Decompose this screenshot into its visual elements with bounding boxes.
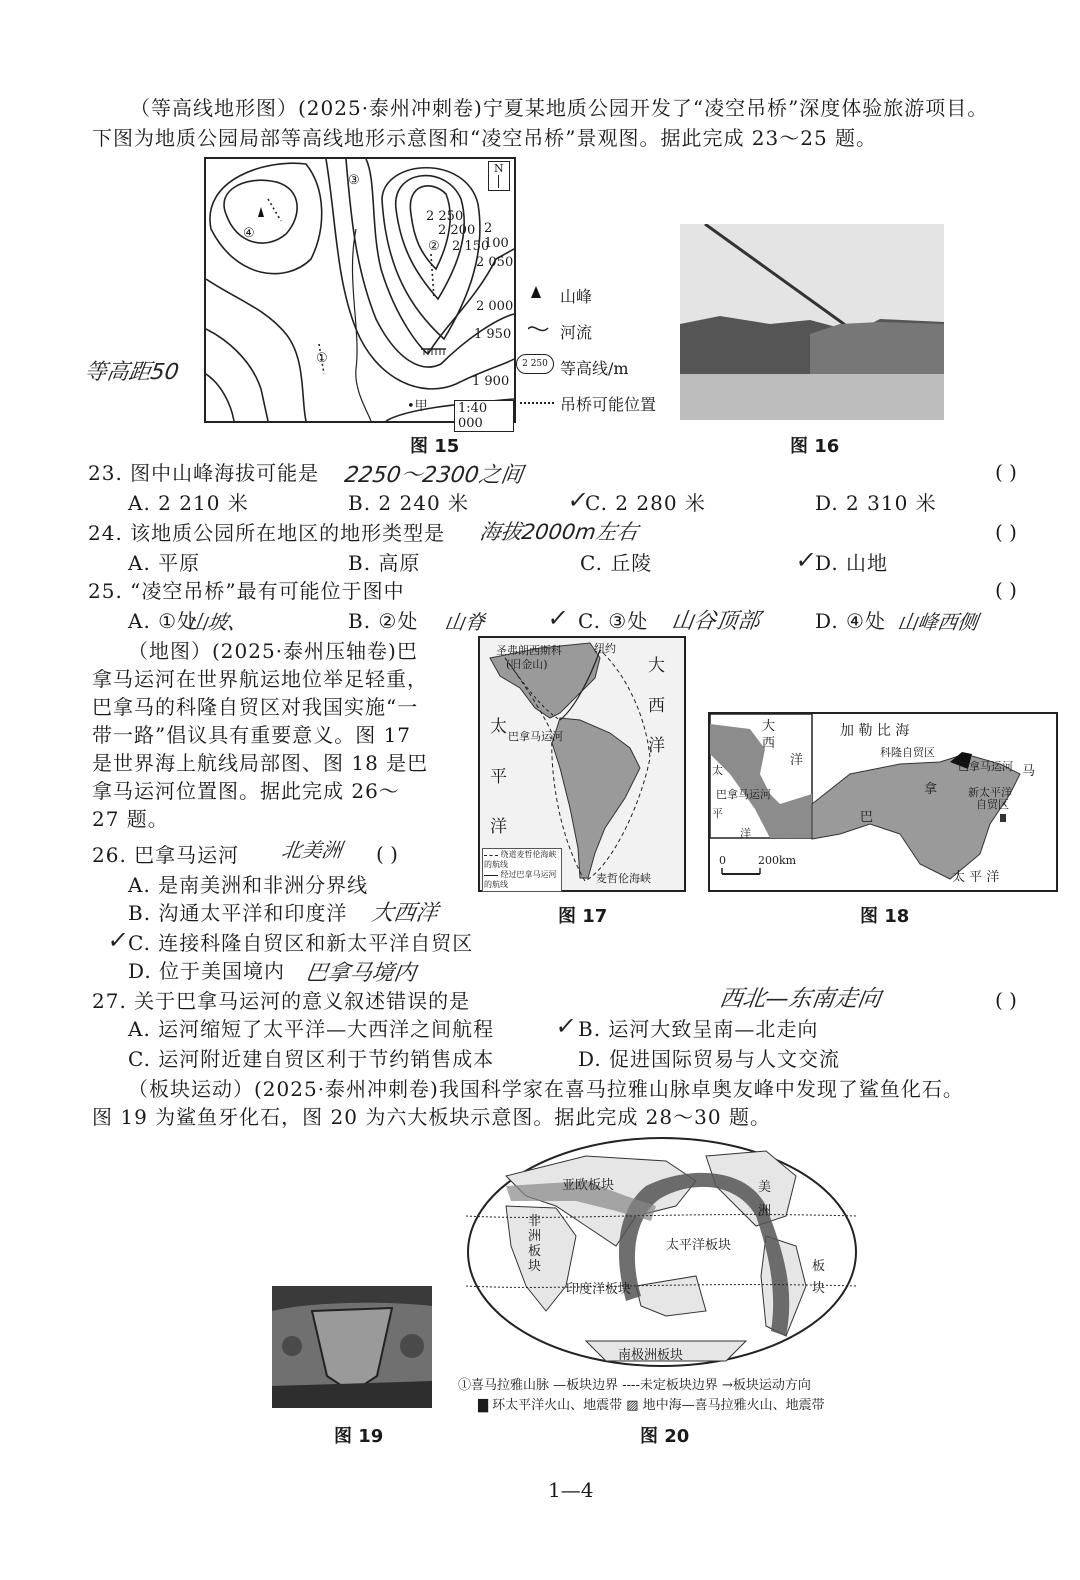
intro-panama-line: 是世界海上航线局部图、图 18 是巴 [92,751,429,775]
label-pacific: 太 平 洋 [952,870,1000,885]
intro-panama-line: 27 题。 [92,807,169,831]
fig17-legend [482,848,562,892]
intro-contour-line1: （等高线地形图）(2025·泰州冲刺卷)宁夏某地质公园开发了“凌空吊桥”深度体验旅游项目。 [130,96,989,120]
q27-option-b[interactable]: B. 运河大致呈南—北走向 [578,1017,819,1041]
label-indian-plate: 印度洋板块 [566,1282,632,1297]
contour-label: 2 100 [484,221,509,251]
intro-panama-line: （地图）(2025·泰州压轴卷)巴 [128,639,418,663]
q26-option-d-note: 巴拿马境内 [303,961,418,986]
north-arrow-icon [488,161,510,191]
fig16-label: 图 16 [790,436,840,457]
label-jiujinshan: (旧金山) [506,658,548,671]
legend-bridge-line [520,402,554,404]
label-new-york: 纽约 [594,642,616,655]
label-panama-canal: 巴拿马运河 [508,730,563,743]
q23-option-d[interactable]: D. 2 310 米 [815,491,937,515]
fig15-label: 图 15 [410,436,460,457]
label-american-plate-2: 板 块 [812,1259,826,1296]
map-scale: 1:40 000 [454,400,514,432]
q24-answer-paren[interactable]: ( ) [995,520,1017,544]
point-4: ④ [243,226,255,241]
q27-option-d[interactable]: D. 促进国际贸易与人文交流 [578,1047,841,1071]
scale-label: 200km [758,854,797,867]
label-magellan-strait: 麦哲伦海峡 [596,872,651,885]
label-atlantic: 大 西 洋 [648,656,665,756]
label-pacific-plate: 太平洋板块 [666,1238,732,1253]
q27-option-a[interactable]: A. 运河缩短了太平洋—大西洋之间航程 [128,1017,495,1041]
intro-panama-line: 拿马运河位置图。据此完成 26～ [92,779,400,803]
peak-triangle-icon [258,207,264,217]
fig20-legend-1: ①喜马拉雅山脉 —板块边界 ----未定板块边界 →板块运动方向 [458,1378,811,1393]
legend-river: 河流 [560,323,593,342]
fig19-shark-tooth-fossil-photo [272,1286,432,1408]
q23-option-a[interactable]: A. 2 210 米 [128,491,249,515]
fig17-legend-1: 绕道麦哲伦海峡的航线 [484,850,557,869]
label-panama-canal: 巴拿马运河 [958,760,1013,773]
point-3: ③ [348,173,360,188]
legend-contour-sample: 2 250 [516,354,554,374]
north-label: N [494,162,504,175]
q25-option-c-note: 山谷顶部 [669,609,762,634]
q23-answer-paren[interactable]: ( ) [995,460,1017,484]
label-new-pacific-ftz-2: 自贸区 [976,798,1009,811]
q23-option-c[interactable]: C. 2 280 米 [585,491,706,515]
q23-check-mark: ✓ [566,486,591,514]
fig17-legend-2: 经过巴拿马运河的航线 [484,870,557,889]
label-caribbean: 加 勒 比 海 [840,723,910,739]
q24-option-c[interactable]: C. 丘陵 [580,551,653,575]
inset-label-atlantic: 大 西 洋 [762,719,804,768]
label-panama-ba: 巴 [860,810,874,825]
intro-contour-line2: 下图为地质公园局部等高线地形示意图和“凌空吊桥”景观图。据此完成 23～25 题。 [92,126,878,150]
inset-label-pacific: 太 [712,764,723,777]
q25-option-a-note: 山坡、 [186,610,250,634]
label-panama-na: 拿 [924,782,938,797]
contour-label: 2 250 [426,209,464,224]
fig16-bridge-photo [680,224,944,420]
q27-note: 西北—东南走向 [717,986,883,1012]
contour-label: 2 050 [476,255,514,270]
q25-stem: 25. “凌空吊桥”最有可能位于图中 [88,579,405,603]
label-american-plate: 美 洲 [758,1180,772,1219]
q25-answer-paren[interactable]: ( ) [995,578,1017,602]
q27-answer-paren[interactable]: ( ) [995,988,1017,1012]
q25-option-b[interactable]: B. ②处 [348,609,419,633]
q24-note: 海拔2000m左右 [478,520,640,544]
q26-option-b-note: 大西洋 [369,901,440,926]
page-number: 1—4 [548,1478,594,1502]
q25-check-mark: ✓ [546,604,571,632]
intro-panama-line: 巴拿马的科隆自贸区对我国实施“一 [92,695,419,719]
fig20-label: 图 20 [640,1426,690,1447]
q26-stem: 26. 巴拿马运河 [92,843,240,867]
q27-check-mark: ✓ [554,1012,579,1040]
q24-option-b[interactable]: B. 高原 [348,551,421,575]
contour-label: 2 150 [452,239,490,254]
label-antarctic-plate: 南极洲板块 [618,1348,684,1363]
contour-label: 1 950 [474,327,512,342]
inset-label-canal: 巴拿马运河 [716,788,771,801]
q26-note: 北美洲 [280,838,344,862]
label-pacific: 太 平 洋 [490,717,507,837]
fig17-label: 图 17 [558,906,608,927]
intro-plate-line2: 图 19 为鲨鱼牙化石，图 20 为六大板块示意图。据此完成 28～30 题。 [92,1105,771,1129]
q23-option-b[interactable]: B. 2 240 米 [348,491,470,515]
q27-stem: 27. 关于巴拿马运河的意义叙述错误的是 [92,989,471,1013]
handwritten-note-contour-interval: 等高距50 [82,360,181,385]
q26-option-d[interactable]: D. 位于美国境内 [128,959,286,983]
fig15-contour-map [204,157,516,431]
legend-bridge: 吊桥可能位置 [560,395,657,414]
q25-option-b-note: 山脊 [443,610,487,634]
label-eurasian-plate: 亚欧板块 [562,1178,615,1193]
contour-label: 2 200 [438,223,476,238]
fig15-legend-symbols [528,284,554,414]
contour-lines [206,159,514,421]
q26-answer-paren[interactable]: ( ) [376,842,398,866]
intro-panama-line: 带一路”倡议具有重要意义。图 17 [92,723,412,747]
q25-option-c[interactable]: C. ③处 [578,609,649,633]
fig20-plates-map [466,1136,858,1368]
label-new-pacific-ftz: 新太平洋 [968,786,1012,799]
inset-label-pacific-2: 平 洋 [712,807,751,840]
q25-option-a[interactable]: A. ①处 [128,609,199,633]
fig17-sea-routes-map [478,636,686,892]
q24-option-a[interactable]: A. 平原 [128,551,201,575]
scale-zero: 0 [719,854,726,867]
intro-plate-line1: （板块运动）(2025·泰州冲刺卷)我国科学家在喜马拉雅山脉卓奥友峰中发现了鲨鱼化石。 [128,1077,964,1101]
q23-stem: 23. 图中山峰海拔可能是 [88,461,320,485]
q27-option-c[interactable]: C. 运河附近建自贸区利于节约销售成本 [128,1047,495,1071]
q25-option-d-note: 山峰西侧 [896,610,980,634]
label-san-francisco: 圣弗朗西斯科 [496,644,562,657]
point-2: ② [428,239,440,254]
fig18-panama-canal-map [708,712,1058,892]
fig20-world-map [466,1136,858,1368]
legend-peak: 山峰 [560,287,593,306]
fig19-label: 图 19 [334,1426,384,1447]
contour-label: 2 000 [476,299,514,314]
legend-contour: 等高线/m [560,359,629,378]
intro-panama-line: 拿马运河在世界航运地位举足轻重， [92,667,428,691]
fig20-legend-2: ▇ 环太平洋火山、地震带 ▨ 地中海—喜马拉雅火山、地震带 [478,1398,825,1413]
q23-note: 2250～2300之间 [342,463,525,488]
q26-check-mark: ✓ [106,926,131,954]
fig18-label: 图 18 [860,906,910,927]
label-african-plate: 非 洲 板 块 [528,1214,542,1274]
point-1: ① [316,351,328,366]
q24-option-d[interactable]: D. 山地 [815,551,889,575]
q26-option-c[interactable]: C. 连接科隆自贸区和新太平洋自贸区 [128,931,474,955]
q26-option-a[interactable]: A. 是南美洲和非洲分界线 [128,873,369,897]
q24-stem: 24. 该地质公园所在地区的地形类型是 [88,521,446,545]
q24-check-mark: ✓ [794,546,819,574]
place-jia: •甲 [407,399,428,414]
label-panama-ma: 马 [1022,764,1036,779]
label-colon-ftz: 科隆自贸区 [880,746,935,759]
q25-option-d[interactable]: D. ④处 [815,609,886,633]
q26-option-b[interactable]: B. 沟通太平洋和印度洋 [128,901,348,925]
contour-label: 1 900 [472,374,510,389]
